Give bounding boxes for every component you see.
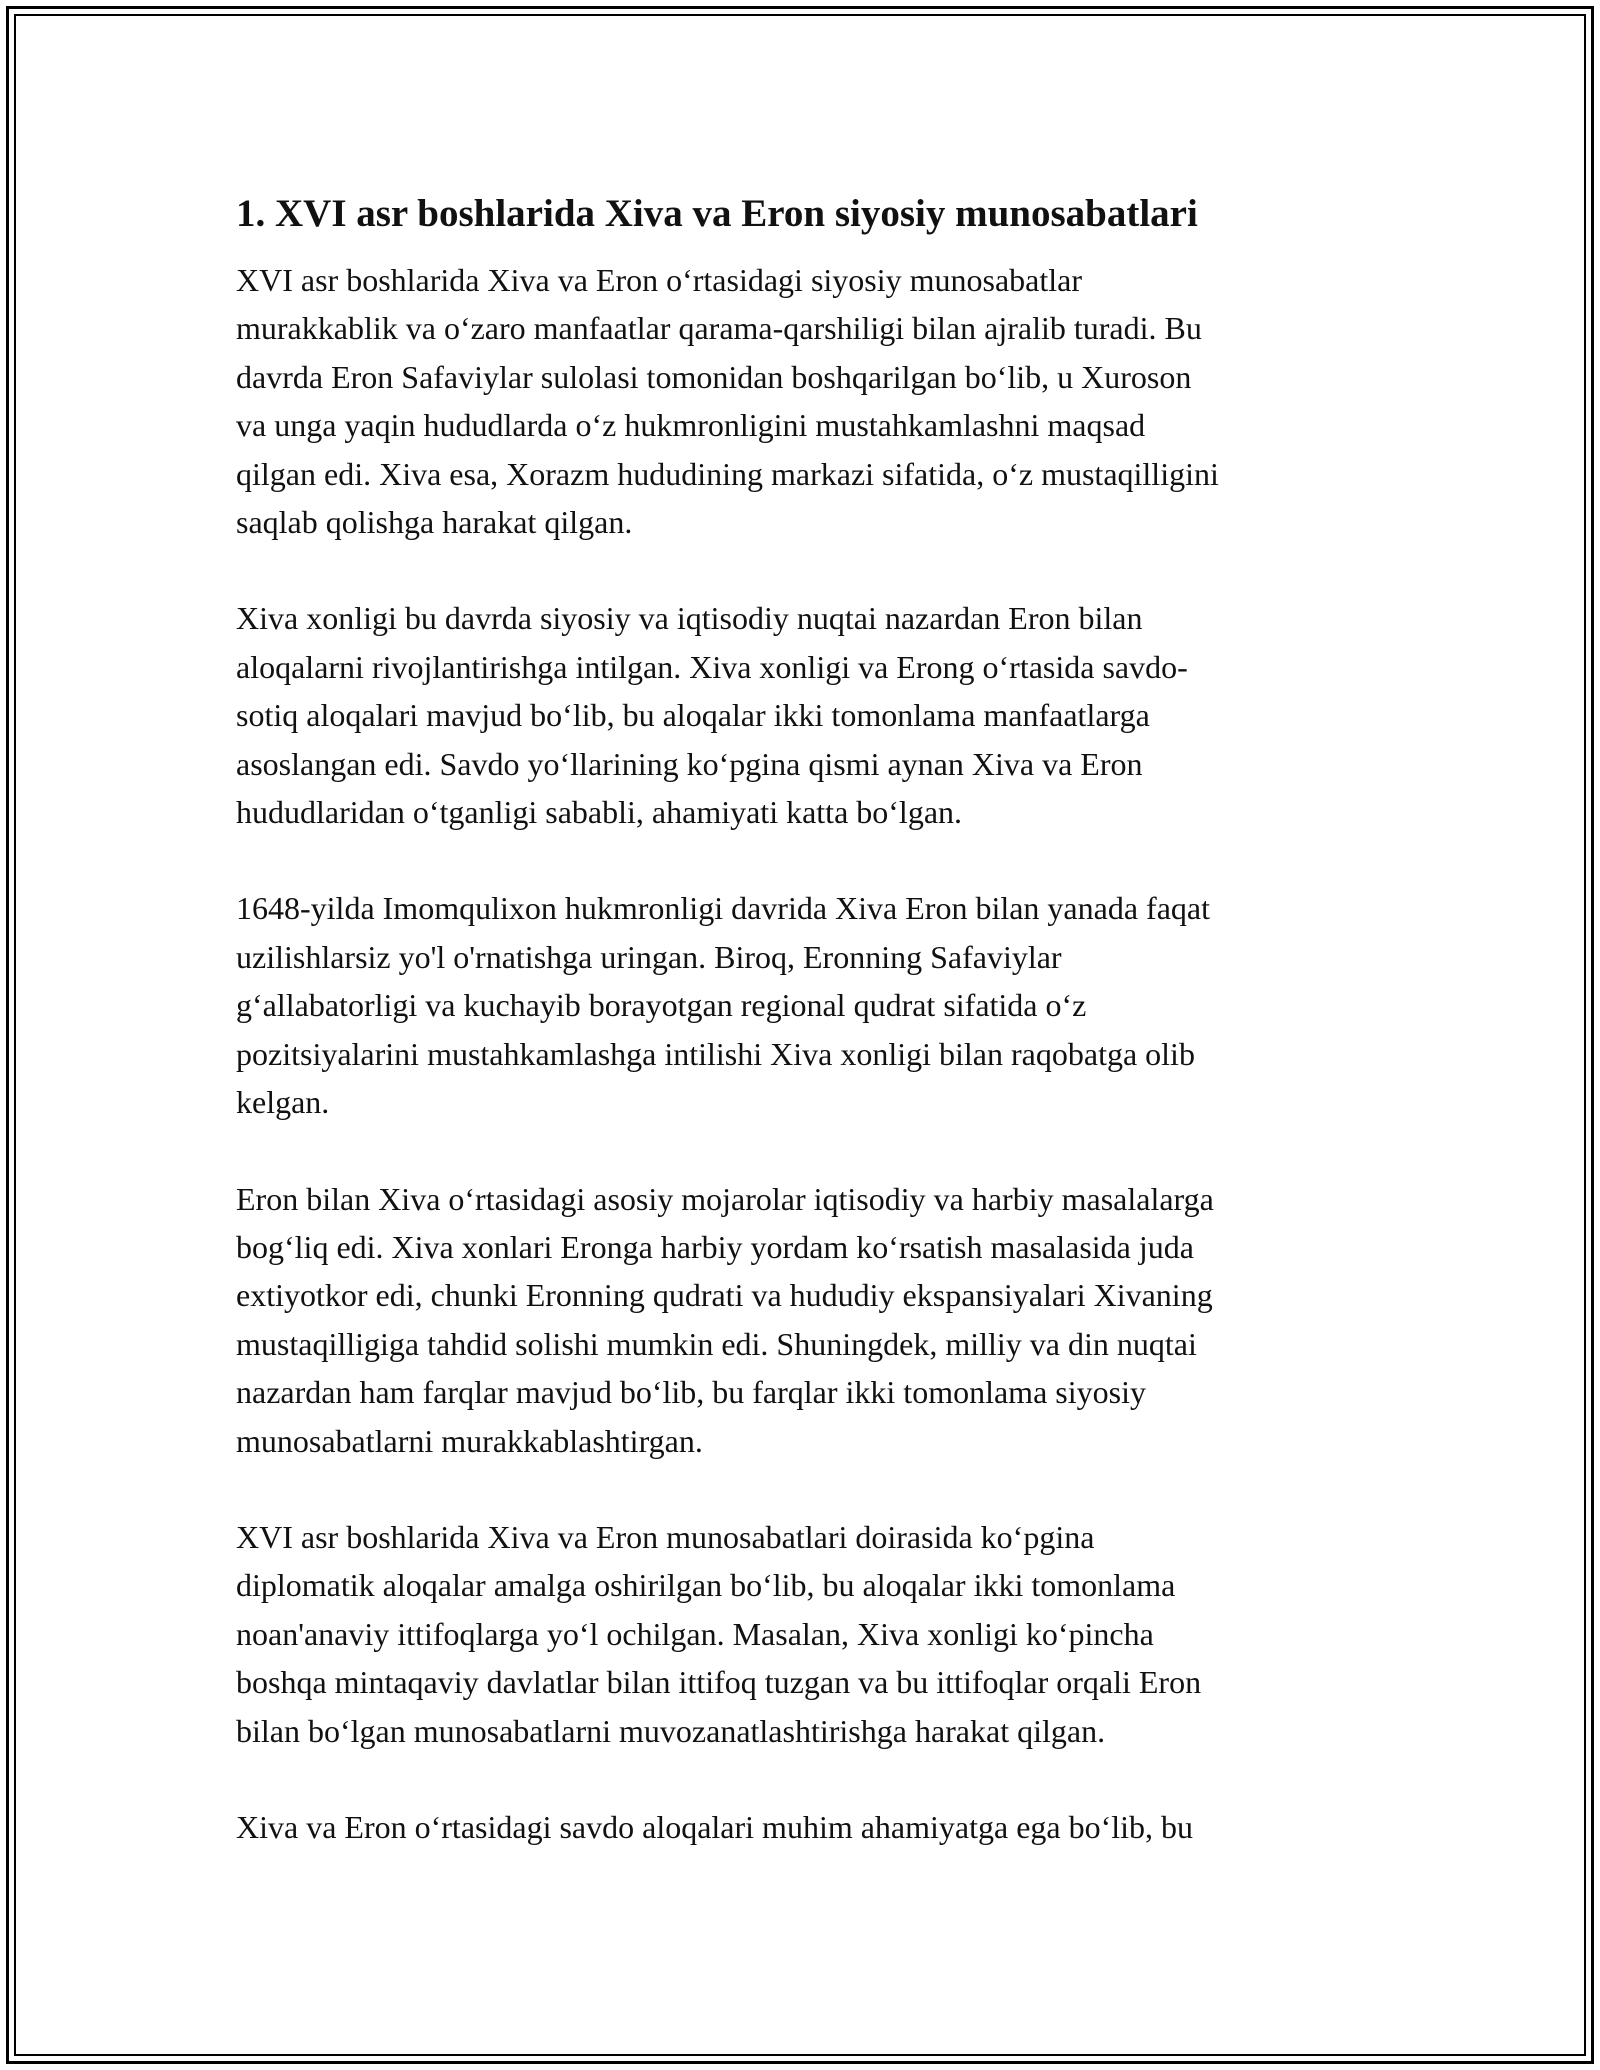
paragraph-line: bilan boʻlgan munosabatlarni muvozanatlashtirishga harakat qilgan. — [236, 1712, 1106, 1749]
paragraph-line: diplomatik aloqalar amalga oshirilgan boʻlib, bu aloqalar ikki tomonlama — [236, 1567, 1176, 1604]
paragraph-line: kelgan. — [236, 1084, 330, 1121]
paragraph-line: nazardan ham farqlar mavjud boʻlib, bu farqlar ikki tomonlama siyosiy — [236, 1374, 1146, 1411]
paragraph-line: mustaqilligiga tahdid solishi mumkin edi. Shuningdek, milliy va din nuqtai — [236, 1325, 1197, 1362]
paragraph-line: noan'anaviy ittifoqlarga yoʻl ochilgan. Masalan, Xiva xonligi koʻpincha — [236, 1615, 1154, 1652]
paragraph-line: uzilishlarsiz yo'l o'rnatishga uringan. Biroq, Eronning Safaviylar — [236, 938, 1062, 975]
paragraph-line: XVI asr boshlarida Xiva va Eron oʻrtasidagi siyosiy munosabatlar — [236, 262, 1083, 298]
paragraph — [236, 1513, 1376, 1755]
paragraph — [236, 1803, 1376, 1851]
paragraph-line: murakkablik va oʻzaro manfaatlar qarama-qarshiligi bilan ajralib turadi. Bu — [236, 310, 1202, 347]
paragraph — [236, 256, 1376, 546]
paragraph-line: hududlaridan oʻtganligi sababli, ahamiyati katta boʻlgan. — [236, 794, 963, 831]
paragraph — [236, 1175, 1376, 1465]
paragraph-line: pozitsiyalarini mustahkamlashga intilishi Xiva xonligi bilan raqobatga olib — [236, 1035, 1195, 1072]
paragraph — [236, 884, 1376, 1126]
paragraph-line: Xiva xonligi bu davrda siyosiy va iqtisodiy nuqtai nazardan Eron bilan — [236, 600, 1143, 637]
paragraph-line: gʻallabatorligi va kuchayib borayotgan regional qudrat sifatida oʻz — [236, 987, 1087, 1024]
paragraph-line: Eron bilan Xiva oʻrtasidagi asosiy mojarolar iqtisodiy va harbiy masalalarga — [236, 1180, 1214, 1217]
paragraph-line: qilgan edi. Xiva esa, Xorazm hududining markazi sifatida, oʻz mustaqilligini — [236, 455, 1219, 492]
paragraph-line: aloqalarni rivojlantirishga intilgan. Xiva xonligi va Erong oʻrtasida savdo- — [236, 648, 1188, 685]
paragraph — [236, 594, 1376, 836]
paragraph-line: Xiva va Eron oʻrtasidagi savdo aloqalari muhim ahamiyatga ega boʻlib, bu — [236, 1808, 1194, 1845]
paragraph-line: bogʻliq edi. Xiva xonlari Eronga harbiy yordam koʻrsatish masalasida juda — [236, 1228, 1194, 1265]
paragraph-line: extiyotkor edi, chunki Eronning qudrati va hududiy ekspansiyalari Xivaning — [236, 1277, 1213, 1314]
paragraph-line: 1648-yilda Imomqulixon hukmronligi davrida Xiva Eron bilan yanada faqat — [236, 890, 1210, 927]
paragraph-line: boshqa mintaqaviy davlatlar bilan ittifoq tuzgan va bu ittifoqlar orqali Eron — [236, 1664, 1202, 1701]
paragraph-list — [236, 256, 1376, 1851]
document-body — [236, 186, 1376, 1899]
paragraph-line: sotiq aloqalari mavjud boʻlib, bu aloqalar ikki tomonlama manfaatlarga — [236, 697, 1150, 734]
paragraph-line: saqlab qolishga harakat qilgan. — [236, 504, 633, 541]
paragraph-line: asoslangan edi. Savdo yoʻllarining koʻpgina qismi aynan Xiva va Eron — [236, 745, 1143, 782]
paragraph-line: munosabatlarni murakkablashtirgan. — [236, 1422, 703, 1459]
section-title: 1. XVI asr boshlarida Xiva va Eron siyosiy munosabatlari — [236, 192, 1198, 235]
paragraph-line: davrda Eron Safaviylar sulolasi tomonidan boshqarilgan boʻlib, u Xuroson — [236, 358, 1192, 395]
paragraph-line: va unga yaqin hududlarda oʻz hukmronligini mustahkamlashni maqsad — [236, 407, 1146, 444]
paragraph-line: XVI asr boshlarida Xiva va Eron munosabatlari doirasida koʻpgina — [236, 1518, 1095, 1555]
